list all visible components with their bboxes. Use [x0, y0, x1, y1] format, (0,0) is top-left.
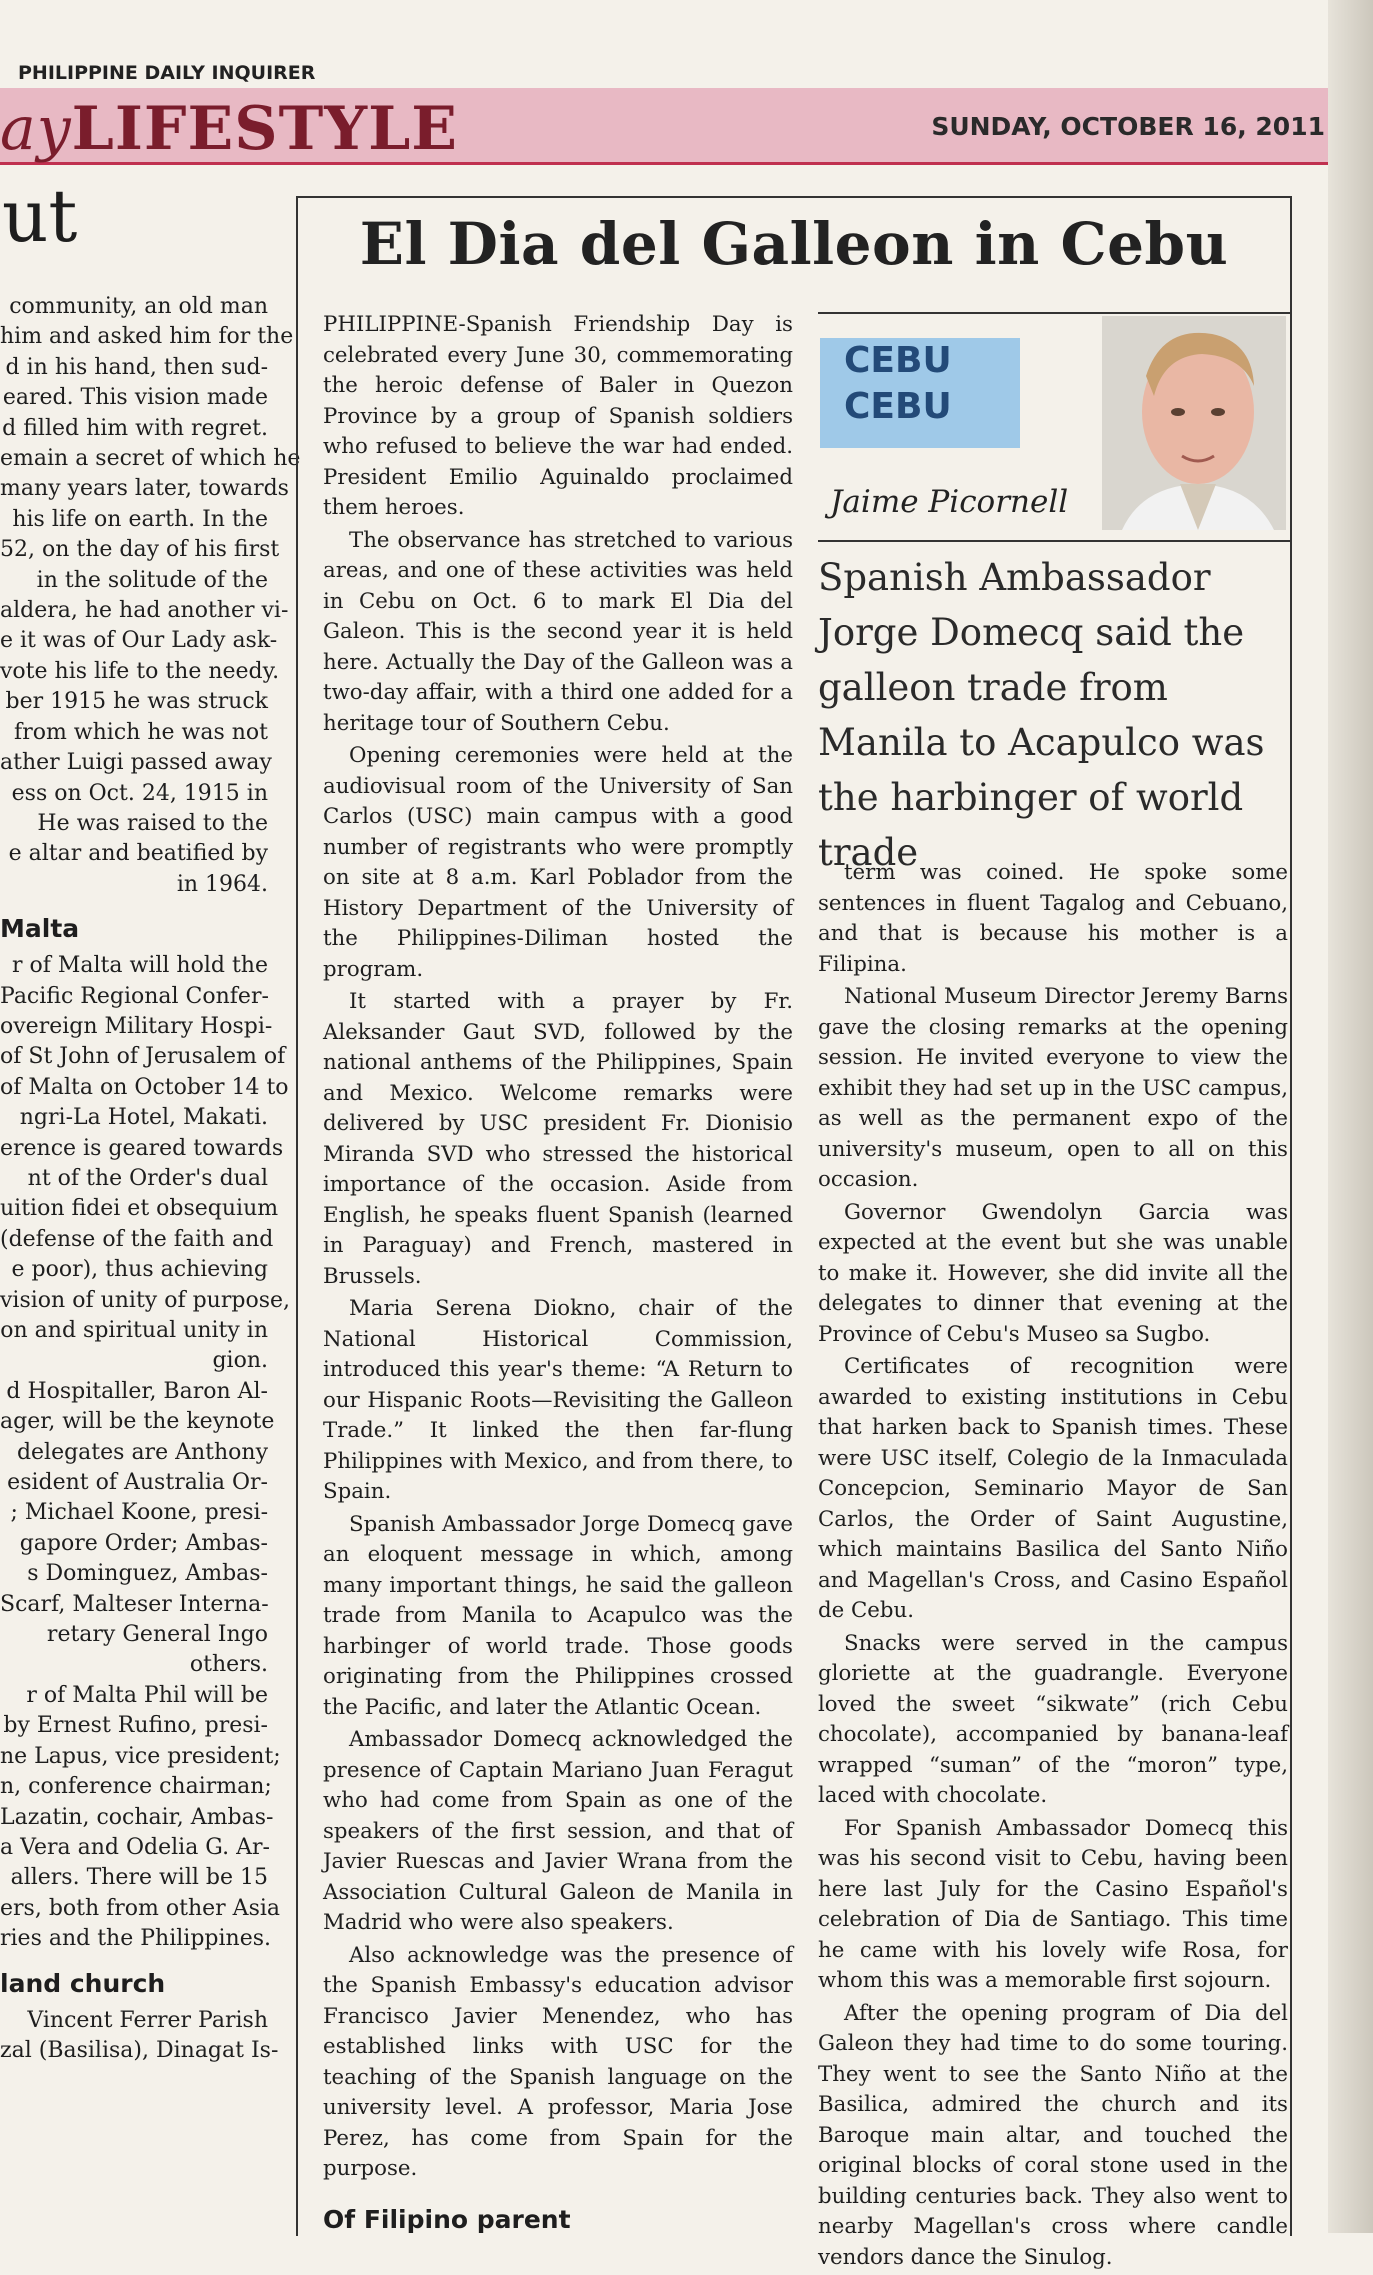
story-paragraph: PHILIPPINE-Spanish Friendship Day is celebrated every June 30, commemorating the heroic defense of Baler in Quezon Province by a group of Spanish soldiers who refused to believe the war had ended. President Emilio Aguinaldo proclaimed them heroes. — [323, 312, 793, 520]
fragment-line: ber 1915 he was struck — [5, 689, 268, 715]
headline: El Dia del Galleon in Cebu — [359, 210, 1229, 278]
story-column-2 — [818, 858, 1288, 2275]
columnist-box — [818, 312, 1292, 542]
fragment-line: ather Luigi passed away — [0, 750, 272, 776]
fragment-line: n, conference chairman; — [0, 1774, 272, 1800]
section-prefix: ay — [0, 94, 72, 164]
story-paragraph: Maria Serena Diokno, chair of the National Historical Commission, introduced this year's theme: “A Return to our Hispanic Roots—Revisiting the Galleon Trade.” It linked the then far-flung Philippines with Mexico, and from there, to Spain. — [323, 1296, 793, 1504]
fragment-line: r of Malta Phil will be — [26, 1682, 268, 1708]
story-paragraph: It started with a prayer by Fr. Aleksander Gaut SVD, followed by the national anthems of the Philippines, Spain and Mexico. Welcome remarks were delivered by USC president Fr. Dionisio Miranda SVD who stressed the historical importance of the occasion. Aside from English, he speaks fluent Spanish (learned in Paraguay) and French, mastered in Brussels. — [323, 989, 793, 1289]
fragment-line: retary General Ingo — [46, 1622, 268, 1648]
fragment-line: a Vera and Odelia G. Ar- — [0, 1834, 270, 1860]
column-name-line-2: CEBU — [844, 386, 952, 427]
fragment-subhead-b: land church — [0, 1968, 166, 1998]
fragment-line: ; Michael Koone, presi- — [10, 1500, 268, 1526]
fragment-line: r of Malta will hold the — [11, 953, 268, 979]
fragment-line: his life on earth. In the — [12, 506, 268, 532]
fragment-line: ries and the Philippines. — [0, 1926, 271, 1952]
fragment-line: overeign Military Hospi- — [0, 1013, 273, 1039]
story-paragraph: Spanish Ambassador Jorge Domecq gave an eloquent message in which, among many important things, he said the galleon trade from Manila to Acapulco was the harbinger of world trade. Those goods originating from the Philippines crossed the Pacific, and later the Atlantic Ocean. — [323, 1511, 793, 1720]
fragment-line: s Dominguez, Ambas- — [27, 1561, 268, 1587]
story-paragraph: term was coined. He spoke some sentences in fluent Tagalog and Cebuano, and that is because his mother is a Filipina. — [818, 860, 1288, 977]
story-paragraph: National Museum Director Jeremy Barns gave the closing remarks at the opening session. He invited everyone to view the exhibit they had set up in the USC campus, as well as the permanent expo of the university's museum, open to all on this occasion. — [818, 984, 1288, 1192]
fragment-line: Pacific Regional Confer- — [0, 983, 269, 1009]
fragment-line: ngri-La Hotel, Makati. — [19, 1105, 268, 1131]
story-paragraph: Opening ceremonies were held at the audiovisual room of the University of San Carlos (USC) main campus with a good number of registrants who were promptly on site at 8 a.m. Karl Poblador from the History Department of the University of the Philippines-Diliman hosted the program. — [323, 743, 793, 982]
fragment-line: emain a secret of which he — [0, 446, 301, 472]
story-paragraph: Snacks were served in the campus gloriette at the guadrangle. Everyone loved the sweet “sikwate” (rich Cebu chocolate), accompanied by banana-leaf wrapped “suman” of the “moron” type, laced with chocolate. — [818, 1630, 1288, 1808]
story-subhead: Of Filipino parent — [323, 2204, 571, 2234]
fragment-line: He was raised to the — [37, 810, 268, 836]
story-paragraph: Governor Gwendolyn Garcia was expected at the event but she was unable to make it. However, she did invite all the delegates to dinner that evening at the Province of Cebu's Museo sa Sugbo. — [818, 1199, 1288, 1347]
fragment-line: esident of Australia Or- — [7, 1470, 268, 1496]
fragment-text-a — [0, 292, 301, 900]
fragment-line: aldera, he had another vi- — [0, 598, 289, 624]
fragment-line: delegates are Anthony — [16, 1439, 268, 1465]
section-name: LIFESTYLE — [71, 94, 458, 164]
fragment-line: e poor), thus achieving — [11, 1257, 268, 1283]
section-title — [0, 94, 458, 164]
story-paragraph: Certificates of recognition were awarded to existing institutions in Cebu that harken back to Spanish times. These were USC itself, Colegio de la Inmaculada Concepcion, Seminario Mayor de San Carlos, the Order of Saint Augustine, which maintains Basilica del Santo Niño and Magellan's Cross, and Casino Español de Cebu. — [818, 1354, 1288, 1623]
fragment-line: on and spiritual unity in — [0, 1318, 268, 1343]
column-logo — [820, 338, 1020, 448]
fragment-line: vision of unity of purpose, — [0, 1287, 290, 1313]
fragment-line: Lazatin, cochair, Ambas- — [0, 1804, 274, 1830]
fragment-headline: ut — [2, 174, 78, 258]
fragment-line: in 1964. — [176, 871, 268, 897]
story-paragraph: The observance has stretched to various areas, and one of these activities was held in Cebu on Oct. 6 to mark El Dia del Galeon. This is the second year it is held here. Actually the Day of the Galleon was a two-day affair, with a third one added for a heritage tour of Southern Cebu. — [323, 527, 793, 736]
story-paragraph: After the opening program of Dia del Galeon they had time to do some touring. They went to see the Santo Niño at the Basilica, admired the church and its Baroque main altar, and touched the original blocks of coral stone used in the building centuries back. They also went to nearby Magellan's cross where candle vendors dance the Sinulog. — [818, 2000, 1288, 2270]
fragment-line: by Ernest Rufino, presi- — [3, 1713, 268, 1739]
fragment-line: d Hospitaller, Baron Al- — [6, 1378, 268, 1404]
fragment-line: uition fidei et obsequium — [0, 1196, 279, 1222]
fragment-line: Vincent Ferrer Parish — [27, 2007, 268, 2033]
columnist-photo — [1102, 316, 1286, 530]
fragment-line: ess on Oct. 24, 1915 in — [11, 780, 268, 806]
fragment-line: d filled him with regret. — [2, 415, 268, 441]
column-name-line-1: CEBU — [844, 340, 952, 381]
fragment-line: zal (Basilisa), Dinagat Is- — [0, 2037, 279, 2063]
publication-name: PHILIPPINE DAILY INQUIRER — [18, 62, 316, 84]
story-paragraph: Ambassador Domecq acknowledged the presence of Captain Mariano Juan Feragut who had come from Spain as one of the speakers of the first session, and that of Javier Ruescas and Javier Wrana from the Association Cultural Galeon de Manila in Madrid who were also speakers. — [323, 1727, 793, 1935]
fragment-line: (defense of the faith and — [0, 1226, 274, 1252]
adjacent-article-fragment — [0, 174, 301, 2066]
fragment-line: ager, will be the keynote — [0, 1409, 275, 1435]
fragment-line: of St John of Jerusalem of — [0, 1044, 286, 1070]
fragment-line: Scarf, Malteser Interna- — [0, 1591, 269, 1617]
fragment-line: gion. — [212, 1348, 268, 1374]
fragment-line: allers. There will be 15 — [10, 1865, 268, 1891]
fragment-line: nt of the Order's dual — [27, 1165, 268, 1191]
fragment-line: many years later, towards — [0, 476, 289, 502]
fragment-line: e it was of Our Lady ask- — [0, 628, 278, 654]
fragment-line: eared. This vision made — [2, 385, 268, 411]
fragment-line: of Malta on October 14 to — [0, 1074, 289, 1100]
fragment-text-c — [0, 2006, 279, 2067]
fragment-line: community, an old man — [9, 294, 268, 319]
fragment-line: others. — [189, 1652, 268, 1678]
fragment-line: d in his hand, then sud- — [5, 354, 268, 380]
fragment-line: ers, both from other Asia — [0, 1895, 281, 1921]
pull-quote: Spanish Ambassador Jorge Domecq said the galleon trade from Manila to Acapulco was the harbinger of world trade — [818, 556, 1265, 874]
fragment-line: erence is geared towards — [0, 1135, 284, 1161]
fragment-line: 52, on the day of his first — [0, 537, 280, 563]
fragment-line: gapore Order; Ambas- — [19, 1530, 268, 1556]
fragment-line: ne Lapus, vice president; — [0, 1743, 281, 1769]
fragment-line: from which he was not — [14, 719, 268, 745]
story-paragraph: Also acknowledge was the presence of the Spanish Embassy's education advisor Francisco Javier Menendez, who has established links with USC for the teaching of the Spanish language on the university level. A professor, Maria Jose Perez, has come from Spain for the purpose. — [323, 1942, 793, 2181]
fragment-line: e altar and beatified by — [8, 841, 268, 867]
issue-date: SUNDAY, OCTOBER 16, 2011 — [931, 112, 1325, 141]
fragment-text-b — [0, 951, 290, 1954]
fragment-line: him and asked him for the — [0, 324, 294, 350]
page-edge — [1328, 0, 1373, 2233]
fragment-line: in the solitude of the — [36, 567, 268, 593]
story-column-1 — [323, 310, 793, 2234]
story-paragraph: For Spanish Ambassador Domecq this was his second visit to Cebu, having been here last July for the Casino Español's celebration of Dia de Santiago. This time he came with his lovely wife Rosa, for whom this was a memorable first sojourn. — [818, 1815, 1288, 1993]
fragment-line: vote his life to the needy. — [0, 658, 280, 684]
author-byline: Jaime Picornell — [830, 484, 1069, 520]
fragment-subhead-a: Malta — [0, 914, 80, 944]
